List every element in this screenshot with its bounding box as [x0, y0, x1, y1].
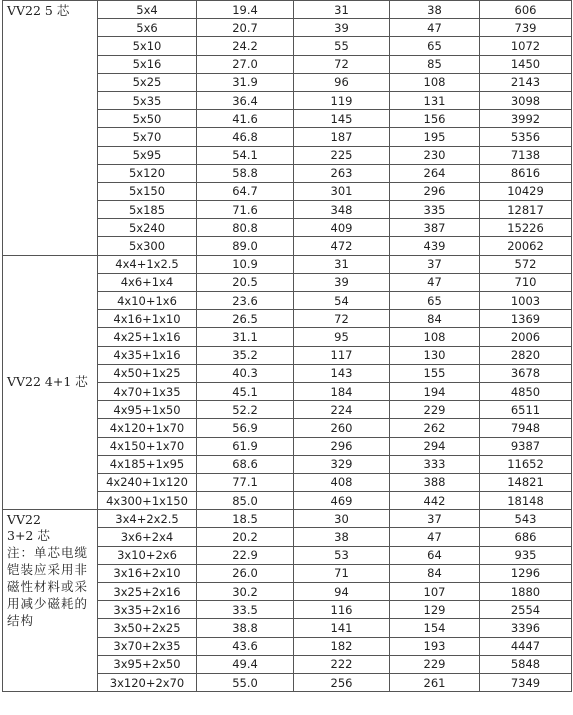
value-b-cell: 65 [390, 37, 480, 55]
value-a-cell: 39 [294, 273, 390, 291]
diameter-cell: 77.1 [197, 473, 294, 491]
value-b-cell: 296 [390, 182, 480, 200]
diameter-cell: 43.6 [197, 637, 294, 655]
diameter-cell: 52.2 [197, 401, 294, 419]
spec-cell: 5x300 [98, 237, 197, 255]
diameter-cell: 31.1 [197, 328, 294, 346]
diameter-cell: 19.4 [197, 1, 294, 19]
spec-cell: 5x10 [98, 37, 197, 55]
value-b-cell: 333 [390, 455, 480, 473]
diameter-cell: 68.6 [197, 455, 294, 473]
spec-cell: 3x120+2x70 [98, 673, 197, 691]
value-b-cell: 261 [390, 673, 480, 691]
weight-cell: 8616 [480, 164, 572, 182]
value-b-cell: 65 [390, 292, 480, 310]
diameter-cell: 35.2 [197, 346, 294, 364]
diameter-cell: 20.5 [197, 273, 294, 291]
diameter-cell: 23.6 [197, 292, 294, 310]
value-a-cell: 469 [294, 492, 390, 510]
spec-cell: 5x185 [98, 201, 197, 219]
spec-cell: 4x240+1x120 [98, 473, 197, 491]
weight-cell: 7138 [480, 146, 572, 164]
weight-cell: 4447 [480, 637, 572, 655]
weight-cell: 1296 [480, 564, 572, 582]
value-a-cell: 141 [294, 619, 390, 637]
value-a-cell: 72 [294, 310, 390, 328]
weight-cell: 739 [480, 19, 572, 37]
value-a-cell: 222 [294, 655, 390, 673]
value-b-cell: 38 [390, 1, 480, 19]
spec-cell: 5x120 [98, 164, 197, 182]
cable-spec-table-body [3, 1, 572, 692]
diameter-cell: 31.9 [197, 73, 294, 91]
weight-cell: 686 [480, 528, 572, 546]
group-label-cell [3, 510, 98, 692]
value-a-cell: 348 [294, 201, 390, 219]
value-a-cell: 143 [294, 364, 390, 382]
spec-cell: 5x16 [98, 55, 197, 73]
weight-cell: 7948 [480, 419, 572, 437]
spec-cell: 4x70+1x35 [98, 382, 197, 400]
spec-cell: 4x10+1x6 [98, 292, 197, 310]
spec-cell: 3x50+2x25 [98, 619, 197, 637]
value-a-cell: 71 [294, 564, 390, 582]
value-b-cell: 439 [390, 237, 480, 255]
value-b-cell: 294 [390, 437, 480, 455]
spec-cell: 5x70 [98, 128, 197, 146]
value-a-cell: 55 [294, 37, 390, 55]
spec-cell: 3x95+2x50 [98, 655, 197, 673]
value-a-cell: 96 [294, 73, 390, 91]
value-b-cell: 47 [390, 19, 480, 37]
spec-cell: 5x95 [98, 146, 197, 164]
diameter-cell: 18.5 [197, 510, 294, 528]
spec-cell: 5x35 [98, 91, 197, 109]
weight-cell: 2006 [480, 328, 572, 346]
spec-cell: 3x70+2x35 [98, 637, 197, 655]
diameter-cell: 20.7 [197, 19, 294, 37]
value-b-cell: 156 [390, 110, 480, 128]
diameter-cell: 30.2 [197, 583, 294, 601]
value-b-cell: 154 [390, 619, 480, 637]
value-a-cell: 296 [294, 437, 390, 455]
diameter-cell: 85.0 [197, 492, 294, 510]
weight-cell: 9387 [480, 437, 572, 455]
weight-cell: 3098 [480, 91, 572, 109]
value-b-cell: 229 [390, 401, 480, 419]
value-b-cell: 64 [390, 546, 480, 564]
spec-cell: 3x10+2x6 [98, 546, 197, 564]
value-b-cell: 388 [390, 473, 480, 491]
spec-cell: 5x50 [98, 110, 197, 128]
diameter-cell: 33.5 [197, 601, 294, 619]
value-a-cell: 31 [294, 255, 390, 273]
spec-cell: 4x4+1x2.5 [98, 255, 197, 273]
diameter-cell: 26.5 [197, 310, 294, 328]
weight-cell: 3678 [480, 364, 572, 382]
weight-cell: 543 [480, 510, 572, 528]
weight-cell: 7349 [480, 673, 572, 691]
diameter-cell: 20.2 [197, 528, 294, 546]
diameter-cell: 61.9 [197, 437, 294, 455]
spec-cell: 3x6+2x4 [98, 528, 197, 546]
value-a-cell: 187 [294, 128, 390, 146]
spec-cell: 4x25+1x16 [98, 328, 197, 346]
weight-cell: 710 [480, 273, 572, 291]
weight-cell: 15226 [480, 219, 572, 237]
value-b-cell: 131 [390, 91, 480, 109]
value-a-cell: 95 [294, 328, 390, 346]
value-a-cell: 145 [294, 110, 390, 128]
diameter-cell: 45.1 [197, 382, 294, 400]
spec-cell: 3x16+2x10 [98, 564, 197, 582]
value-b-cell: 37 [390, 510, 480, 528]
weight-cell: 1003 [480, 292, 572, 310]
spec-cell: 5x6 [98, 19, 197, 37]
value-b-cell: 85 [390, 55, 480, 73]
diameter-cell: 49.4 [197, 655, 294, 673]
weight-cell: 14821 [480, 473, 572, 491]
value-b-cell: 193 [390, 637, 480, 655]
value-b-cell: 442 [390, 492, 480, 510]
value-a-cell: 117 [294, 346, 390, 364]
spec-cell: 3x25+2x16 [98, 583, 197, 601]
weight-cell: 1369 [480, 310, 572, 328]
value-a-cell: 472 [294, 237, 390, 255]
weight-cell: 2820 [480, 346, 572, 364]
weight-cell: 1450 [480, 55, 572, 73]
value-b-cell: 84 [390, 310, 480, 328]
group-label-cell [3, 1, 98, 256]
weight-cell: 935 [480, 546, 572, 564]
value-b-cell: 37 [390, 255, 480, 273]
diameter-cell: 55.0 [197, 673, 294, 691]
group-label-cell [3, 255, 98, 510]
value-b-cell: 107 [390, 583, 480, 601]
value-b-cell: 108 [390, 73, 480, 91]
spec-cell: 4x16+1x10 [98, 310, 197, 328]
value-a-cell: 54 [294, 292, 390, 310]
spec-cell: 5x25 [98, 73, 197, 91]
group-note: 注：单芯电缆铠装应采用非磁性材料或采用减少磁耗的结构 [7, 545, 89, 629]
value-a-cell: 409 [294, 219, 390, 237]
spec-cell: 5x150 [98, 182, 197, 200]
value-a-cell: 38 [294, 528, 390, 546]
value-b-cell: 47 [390, 273, 480, 291]
value-b-cell: 264 [390, 164, 480, 182]
weight-cell: 18148 [480, 492, 572, 510]
value-b-cell: 129 [390, 601, 480, 619]
value-a-cell: 53 [294, 546, 390, 564]
spec-cell: 4x35+1x16 [98, 346, 197, 364]
value-a-cell: 301 [294, 182, 390, 200]
spec-cell: 4x150+1x70 [98, 437, 197, 455]
weight-cell: 2554 [480, 601, 572, 619]
diameter-cell: 22.9 [197, 546, 294, 564]
table-row [3, 255, 572, 273]
weight-cell: 20062 [480, 237, 572, 255]
spec-cell: 4x6+1x4 [98, 273, 197, 291]
value-b-cell: 155 [390, 364, 480, 382]
diameter-cell: 24.2 [197, 37, 294, 55]
spec-cell: 4x120+1x70 [98, 419, 197, 437]
table-row [3, 1, 572, 19]
value-a-cell: 408 [294, 473, 390, 491]
weight-cell: 2143 [480, 73, 572, 91]
spec-cell: 3x35+2x16 [98, 601, 197, 619]
diameter-cell: 46.8 [197, 128, 294, 146]
diameter-cell: 27.0 [197, 55, 294, 73]
weight-cell: 3396 [480, 619, 572, 637]
weight-cell: 5848 [480, 655, 572, 673]
weight-cell: 6511 [480, 401, 572, 419]
value-a-cell: 39 [294, 19, 390, 37]
spec-cell: 4x95+1x50 [98, 401, 197, 419]
diameter-cell: 58.8 [197, 164, 294, 182]
table-row [3, 510, 572, 528]
value-a-cell: 116 [294, 601, 390, 619]
weight-cell: 3992 [480, 110, 572, 128]
weight-cell: 5356 [480, 128, 572, 146]
weight-cell: 1072 [480, 37, 572, 55]
diameter-cell: 26.0 [197, 564, 294, 582]
value-b-cell: 387 [390, 219, 480, 237]
spec-cell: 5x4 [98, 1, 197, 19]
diameter-cell: 38.8 [197, 619, 294, 637]
value-b-cell: 47 [390, 528, 480, 546]
value-b-cell: 229 [390, 655, 480, 673]
spec-cell: 4x300+1x150 [98, 492, 197, 510]
value-a-cell: 224 [294, 401, 390, 419]
group-label: VV22 4+1 芯 [7, 374, 88, 390]
diameter-cell: 64.7 [197, 182, 294, 200]
cable-spec-table [2, 0, 572, 692]
value-a-cell: 30 [294, 510, 390, 528]
diameter-cell: 54.1 [197, 146, 294, 164]
diameter-cell: 89.0 [197, 237, 294, 255]
value-b-cell: 230 [390, 146, 480, 164]
weight-cell: 1880 [480, 583, 572, 601]
diameter-cell: 36.4 [197, 91, 294, 109]
weight-cell: 12817 [480, 201, 572, 219]
weight-cell: 606 [480, 1, 572, 19]
weight-cell: 10429 [480, 182, 572, 200]
value-a-cell: 263 [294, 164, 390, 182]
value-b-cell: 130 [390, 346, 480, 364]
value-a-cell: 329 [294, 455, 390, 473]
diameter-cell: 80.8 [197, 219, 294, 237]
value-a-cell: 94 [294, 583, 390, 601]
value-a-cell: 119 [294, 91, 390, 109]
diameter-cell: 71.6 [197, 201, 294, 219]
value-a-cell: 72 [294, 55, 390, 73]
weight-cell: 11652 [480, 455, 572, 473]
weight-cell: 572 [480, 255, 572, 273]
group-label: VV22 3+2 芯 [7, 512, 50, 544]
diameter-cell: 41.6 [197, 110, 294, 128]
value-b-cell: 194 [390, 382, 480, 400]
spec-cell: 4x50+1x25 [98, 364, 197, 382]
diameter-cell: 56.9 [197, 419, 294, 437]
value-b-cell: 195 [390, 128, 480, 146]
value-a-cell: 182 [294, 637, 390, 655]
value-b-cell: 84 [390, 564, 480, 582]
value-a-cell: 260 [294, 419, 390, 437]
value-b-cell: 335 [390, 201, 480, 219]
value-b-cell: 262 [390, 419, 480, 437]
value-a-cell: 31 [294, 1, 390, 19]
spec-cell: 4x185+1x95 [98, 455, 197, 473]
value-a-cell: 256 [294, 673, 390, 691]
diameter-cell: 40.3 [197, 364, 294, 382]
diameter-cell: 10.9 [197, 255, 294, 273]
value-b-cell: 108 [390, 328, 480, 346]
group-label: VV22 5 芯 [7, 3, 70, 18]
weight-cell: 4850 [480, 382, 572, 400]
spec-cell: 3x4+2x2.5 [98, 510, 197, 528]
spec-cell: 5x240 [98, 219, 197, 237]
value-a-cell: 225 [294, 146, 390, 164]
value-a-cell: 184 [294, 382, 390, 400]
